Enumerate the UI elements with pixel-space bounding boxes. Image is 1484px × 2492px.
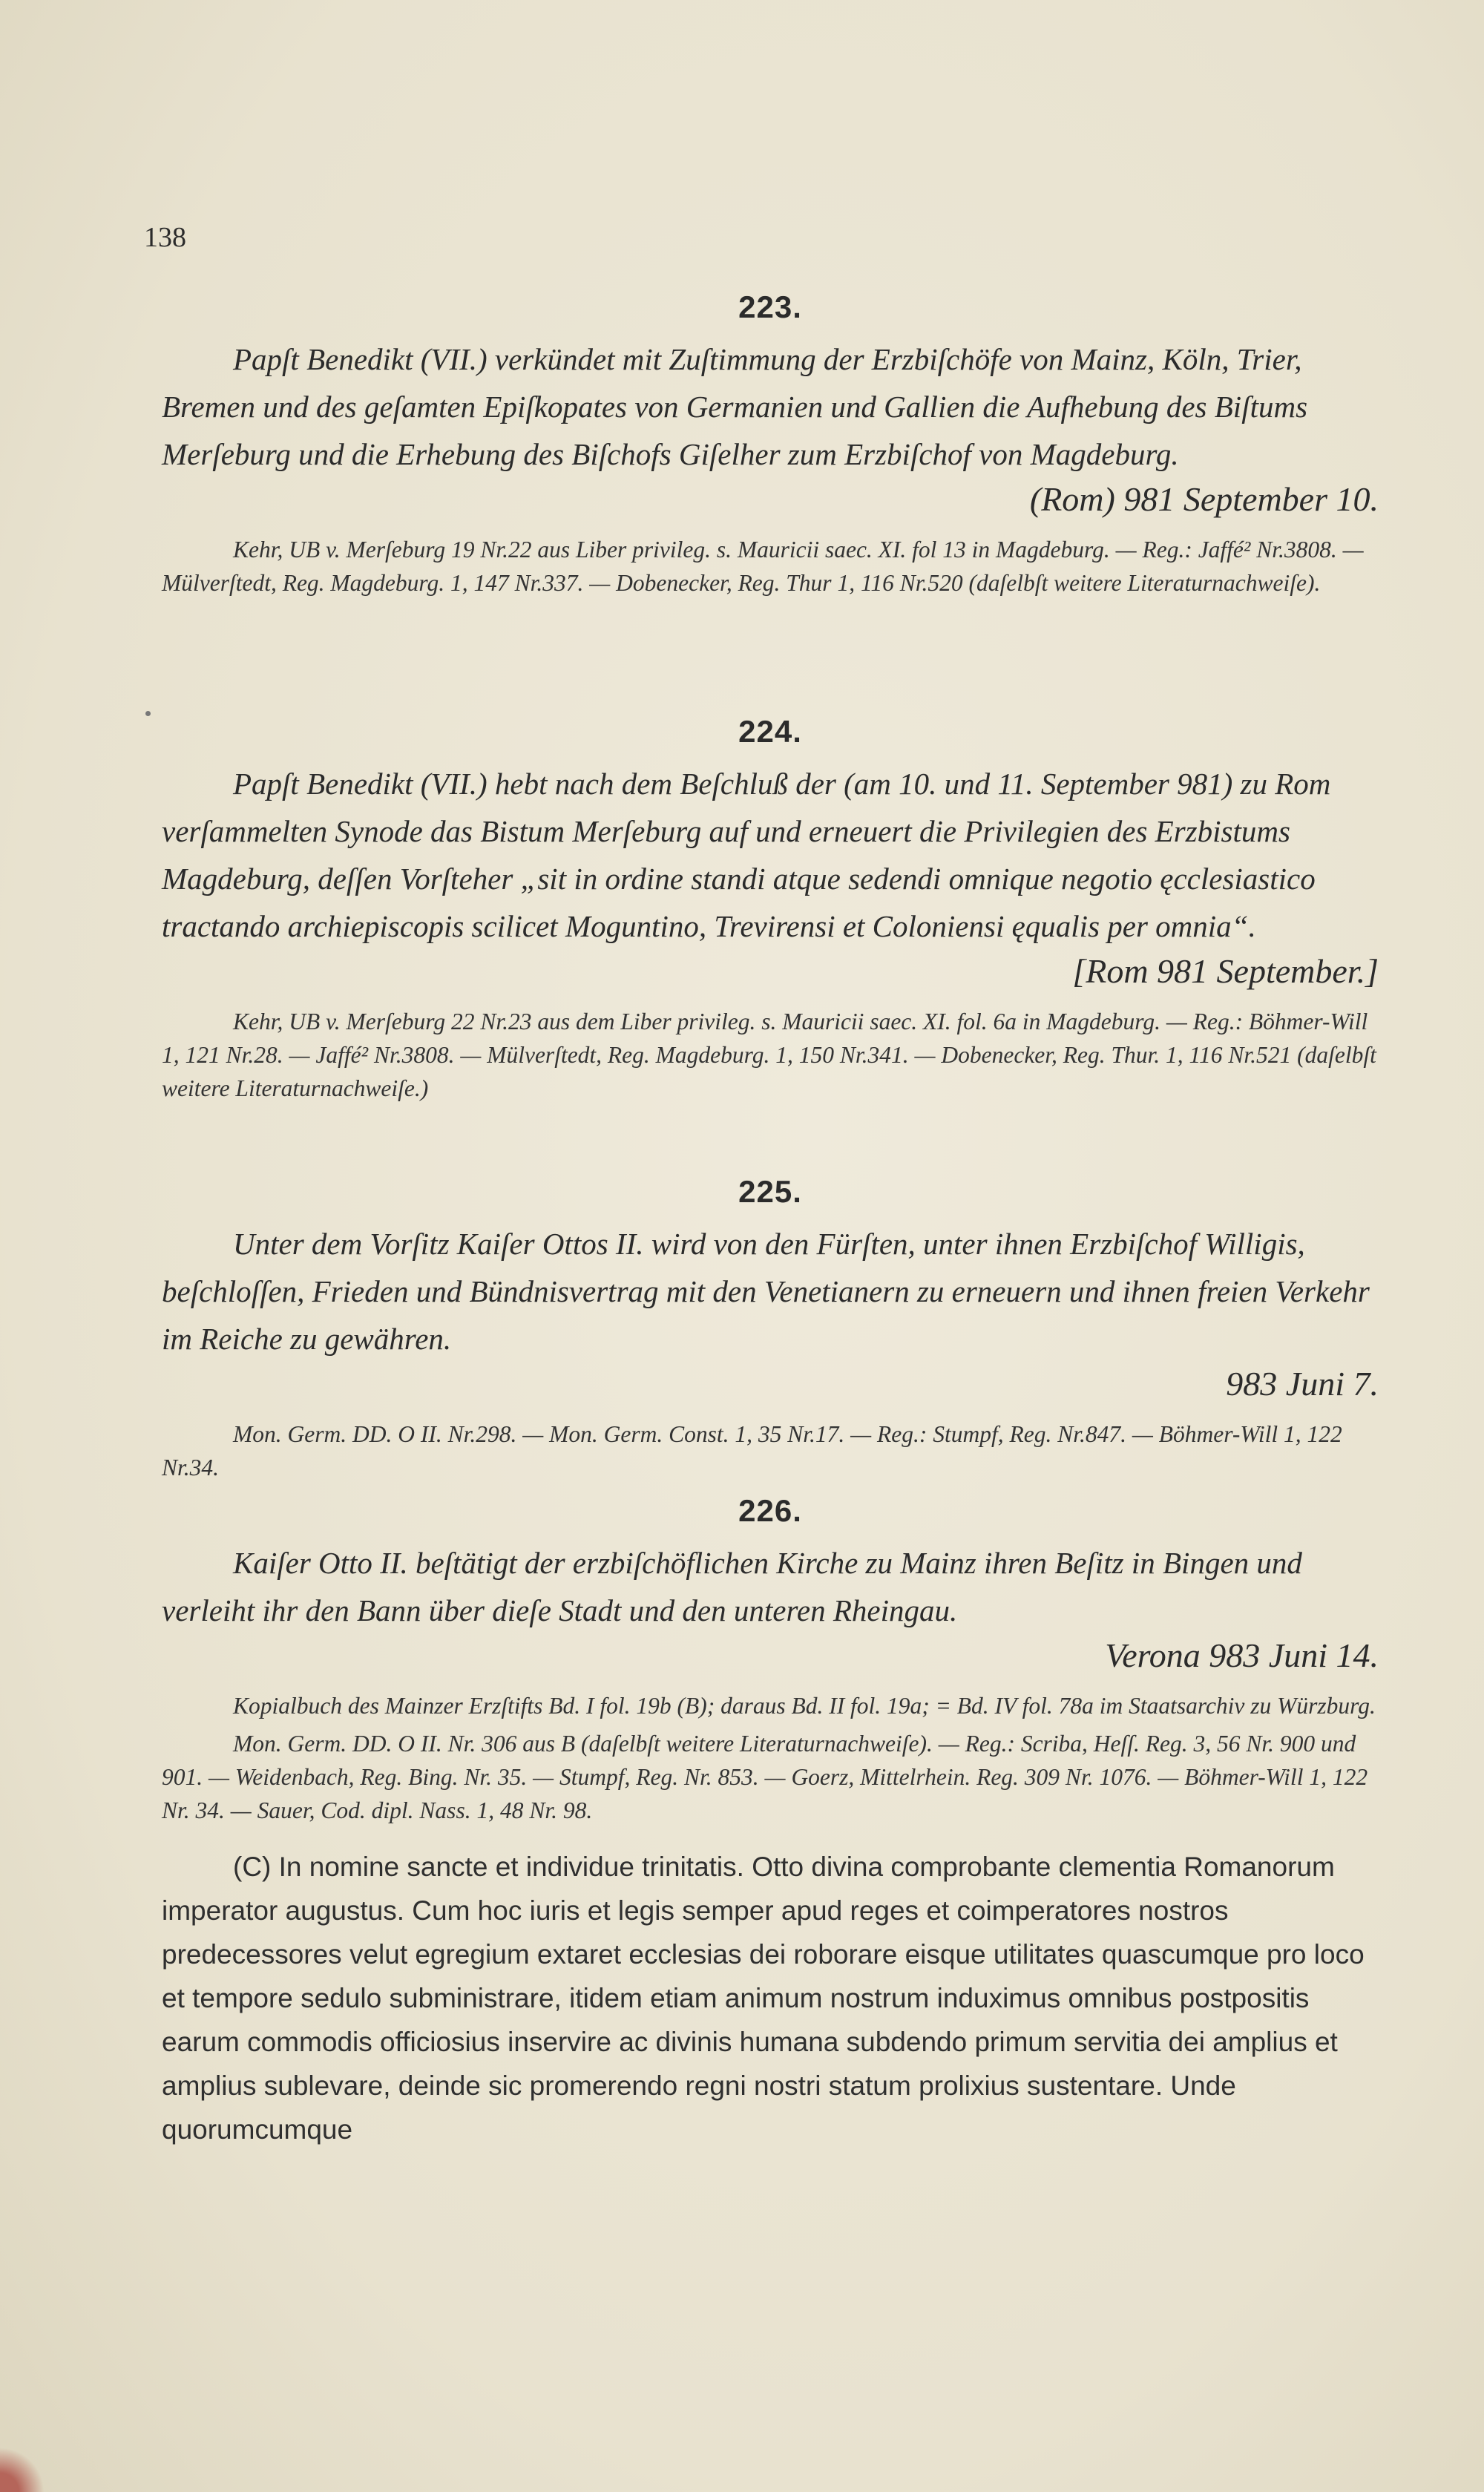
entry-223 <box>162 289 1379 600</box>
entry-dateline: 983 Juni 7. <box>1226 1365 1379 1403</box>
entry-number: 223. <box>738 289 802 324</box>
entry-summary: Kaiſer Otto II. beſtätigt der erzbiſchöflichen Kirche zu Mainz ihren Beſitz in Bingen und verleiht ihr den Bann über dieſe Stadt und den unteren Rheingau. <box>162 1546 1302 1627</box>
entry-sources: Kehr, UB v. Merſeburg 19 Nr.22 aus Liber privileg. s. Mauricii saec. XI. fol 13 in Magdeburg. — Reg.: Jaffé² Nr.3808. — Mülverſtedt, Reg. Magdeburg. 1, 147 Nr.337. — Dobenecker, Reg. Thur 1, 116 Nr.520 (daſelbſt weitere Literaturnachweiſe). <box>162 537 1364 596</box>
entry-number: 225. <box>738 1174 802 1209</box>
entry-dateline: [Rom 981 September.] <box>1072 952 1379 990</box>
entry-summary: Papſt Benedikt (VII.) verkündet mit Zuſtimmung der Erzbiſchöfe von Mainz, Köln, Trier, Bremen und des geſamten Epiſkopates von Germanien und Gallien die Aufhebung des Biſtums Merſeburg und die Erhebung des Biſchofs Giſelher zum Erzbiſchof von Magdeburg. <box>162 342 1308 471</box>
entry-dateline: (Rom) 981 September 10. <box>1029 480 1379 518</box>
entry-sources: Kopialbuch des Mainzer Erzſtifts Bd. I fol. 19b (B); daraus Bd. II fol. 19a; = Bd. IV fol. 78a im Staatsarchiv zu Würzburg. <box>233 1693 1376 1719</box>
entry-number: 226. <box>738 1493 802 1528</box>
entry-225 <box>162 1174 1379 1484</box>
entry-224 <box>162 714 1379 1105</box>
entry-sources: Mon. Germ. DD. O II. Nr. 306 aus B (daſelbſt weitere Literaturnachweiſe). — Reg.: Scriba, Heſſ. Reg. 3, 56 Nr. 900 und 901. — Weidenbach, Reg. Bing. Nr. 35. — Stumpf, Reg. Nr. 853. — Goerz, Mittelrhein. Reg. 309 Nr. 1076. — Böhmer-Will 1, 122 Nr. 34. — Sauer, Cod. dipl. Nass. 1, 48 Nr. 98. <box>162 1731 1368 1823</box>
page-number: 138 <box>144 222 186 253</box>
entry-sources: Kehr, UB v. Merſeburg 22 Nr.23 aus dem Liber privileg. s. Mauricii saec. XI. fol. 6a in Magdeburg. — Reg.: Böhmer-Will 1, 121 Nr.28. — Jaffé² Nr.3808. — Mülverſtedt, Reg. Magdeburg. 1, 150 Nr.341. — Dobenecker, Reg. Thur. 1, 116 Nr.521 (daſelbſt weitere Literaturnachweiſe.) <box>162 1009 1376 1101</box>
entry-summary: Papſt Benedikt (VII.) hebt nach dem Beſchluß der (am 10. und 11. September 981) zu Rom verſammelten Synode das Bistum Merſeburg auf und erneuert die Privilegien des Erzbistums Magdeburg, deſſen Vorſteher „sit in ordine standi atque sedendi omnique negotio ęcclesiastico tractando archiepiscopis scilicet Moguntino, Trevirensi et Coloniensi ęqualis per omnia“. <box>162 767 1331 943</box>
entry-number: 224. <box>738 714 802 749</box>
entry-226 <box>162 1493 1379 2151</box>
charter-text: (C) In nomine sancte et individue trinitatis. Otto divina comprobante clementia Romanorum imperator augustus. Cum hoc iuris et legis semper apud reges et coimperatores nostros predecessores velut egregium extaret ecclesias dei roborare eisque utilitates quascumque pro loco et tempore sedulo subministrare, itidem etiam animum nostrum induximus omnibus postpositis earum commodis officiosius inservire ac divinis humana subdendo primum servitia dei amplius et amplius sublevare, deinde sic promerendo regni nostri statum prolixius sustentare. Unde quorumcumque <box>162 1852 1365 2145</box>
entry-sources: Mon. Germ. DD. O II. Nr.298. — Mon. Germ. Const. 1, 35 Nr.17. — Reg.: Stumpf, Reg. Nr.847. — Böhmer-Will 1, 122 Nr.34. <box>162 1421 1342 1481</box>
entry-summary: Unter dem Vorſitz Kaiſer Ottos II. wird von den Fürſten, unter ihnen Erzbiſchof Willigis, beſchloſſen, Frieden und Bündnisvertrag mit den Venetianern zu erneuern und ihnen freien Verkehr im Reiche zu gewähren. <box>162 1227 1370 1356</box>
entry-dateline: Verona 983 Juni 14. <box>1105 1636 1379 1674</box>
speck <box>145 711 151 716</box>
page-corner-mark <box>0 2447 45 2492</box>
